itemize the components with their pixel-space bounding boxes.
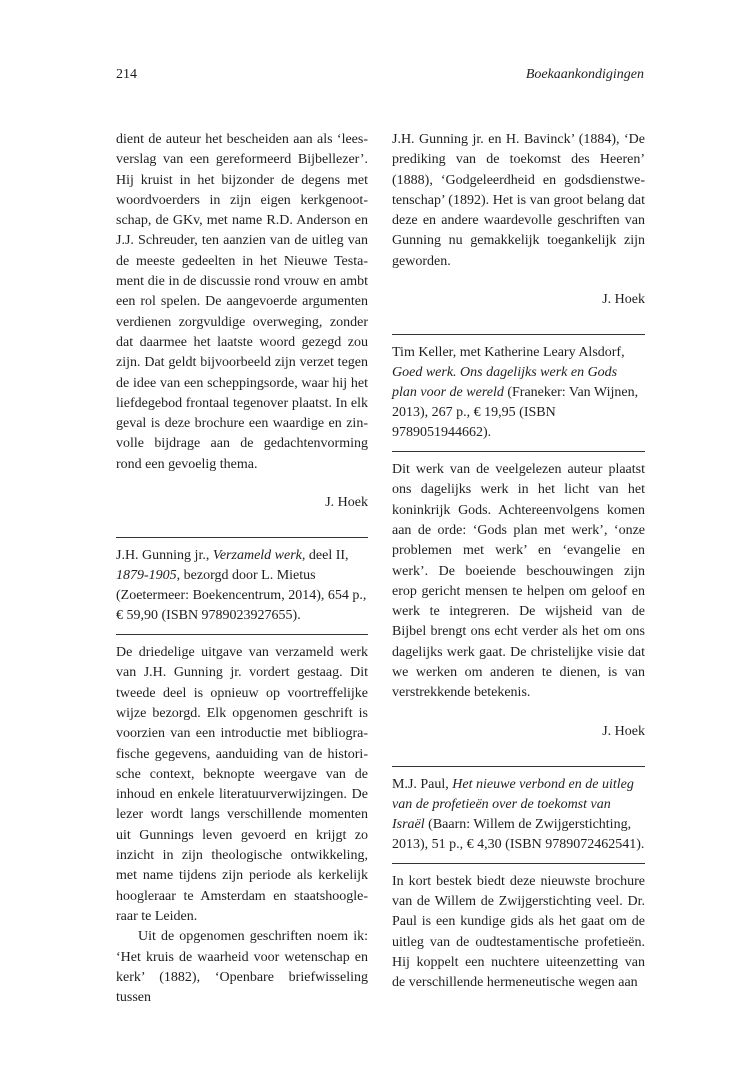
running-head: Boekaankondigingen [525, 67, 644, 82]
review-title: Goed werk. Ons dagelijks werk en Gods plan voor de wereld [392, 365, 618, 401]
review-publication: (Baarn: Willem de Zwijgerstichting, 2013), 51 p., € 4,30 (ISBN 9789072462541). [392, 816, 645, 852]
review-body-paragraph: Dit werk van de veelgelezen auteur plaatst ons dagelijks werk in het licht van het koninkrijk Gods. Achtereenvolgens komen aan de orde: ‘Gods plan met werk’, ‘onze problemen met werk’ en ‘evangelie en werk’. De boeiende beschouwingen zijn erop gericht mensen te helpen om geloof en werk te integreren. De wijsheid van de Bijbel brengt ons echt verder als het om ons dagelijks werk gaat. De christelijke visie dat we werken om anderen te dienen, is van verstrekkende betekenis. [392, 462, 645, 701]
review-heading-keller [392, 335, 645, 451]
review-title: Het nieuwe verbond en de uitleg van de profetieën over de toekomst van Israël [392, 776, 634, 832]
review-detail: deel II, [305, 548, 349, 564]
page-number: 214 [116, 67, 137, 82]
right-continuation-paragraph: J.H. Gunning jr. en H. Bavinck’ (1884), ‘De prediking van de toekomst des Heeren’ (1888), ‘Godgeleerdheid en godsdienstwetenschap’ (1892). Het is van groot belang dat deze en andere waardevolle geschriften van Gunning nu gemakkelijk toegankelijk zijn geworden. [392, 132, 645, 269]
reviewer-signature: J. Hoek [325, 495, 368, 511]
review-body-paragraph: In kort bestek biedt deze nieuwste brochure van de Willem de Zwijgerstichting veel. Dr. Paul is een kundige gids als het gaat om de uitleg van de oudtestamentische profetieën. Hij koppelt een nuchtere uiteenzetting van de verschillende hermeneutische wegen aan [392, 873, 645, 991]
review-heading-paul [392, 767, 645, 863]
review-author: J.H. Gunning jr., [116, 548, 213, 564]
right-column [392, 130, 645, 993]
review-body-paragraph: Uit de opgenomen geschriften noem ik: ‘Het kruis de waarheid voor wetenschap en kerk’ (1882), ‘Openbare briefwisseling tussen [116, 929, 368, 1006]
review-years: 1879-1905 [116, 568, 177, 584]
review-author: M.J. Paul, [392, 776, 453, 792]
review-publication: (Franeker: Van Wijnen, 2013), 267 p., € 19,95 (ISBN 9789051944662). [392, 385, 639, 441]
review-heading-gunning [116, 538, 368, 634]
review-title: Verzameld werk, [212, 548, 306, 564]
review-body-paragraph: De driedelige uitgave van verzameld werk van J.H. Gunning jr. vordert gestaag. Dit tweede deel is opnieuw op voortreffelijke wijze bezorgd. Elk opgenomen geschrift is voorzien van een introductie met bibliografische gegevens, aanduiding van de historische context, beknopte weergave van de inhoud en enkele literatuurverwijzingen. De lezer wordt langs verschillende momenten uit Gunnings leven gevoerd en krijgt zo inzicht in zijn theologische ontwikkeling, met name tijdens zijn periode als kerkelijk hoogleraar te Amsterdam en staatshoogleraar te Leiden. [116, 645, 368, 924]
reviewer-signature: J. Hoek [602, 292, 645, 308]
left-continuation-paragraph: dient de auteur het bescheiden aan als ‘leesverslag van een gereformeerd Bijbellezer’. Hij kruist in het bijzonder de degens met woordvoerders in zijn eigen kerkgenootschap, de GKv, met name R.D. Anderson en J.J. Schreuder, ten aanzien van de uitleg van de meeste gedeelten in het Nieuwe Testament die in de discussie rond vrouw en ambt een rol spelen. De aangevoerde argumenten verdienen zorgvuldige overweging, zonder dat daarmee het laatste woord gezegd zou zijn. Dat geldt bijvoorbeeld zijn verzet tegen de idee van een scheppingsorde, waar hij het liefdegebod frontaal tegenover plaatst. In elk geval is deze brochure een waardige en zinvolle bijdrage aan de gedachtenvorming rond een gevoelig thema. [116, 132, 368, 472]
review-author: Tim Keller, met Katherine Leary Alsdorf, [392, 345, 625, 361]
review-publication: , bezorgd door L. Mietus (Zoetermeer: Boekencentrum, 2014), 654 p., € 59,90 (ISBN 9789023927655). [116, 568, 367, 624]
reviewer-signature: J. Hoek [602, 723, 645, 739]
left-column [116, 130, 368, 1008]
